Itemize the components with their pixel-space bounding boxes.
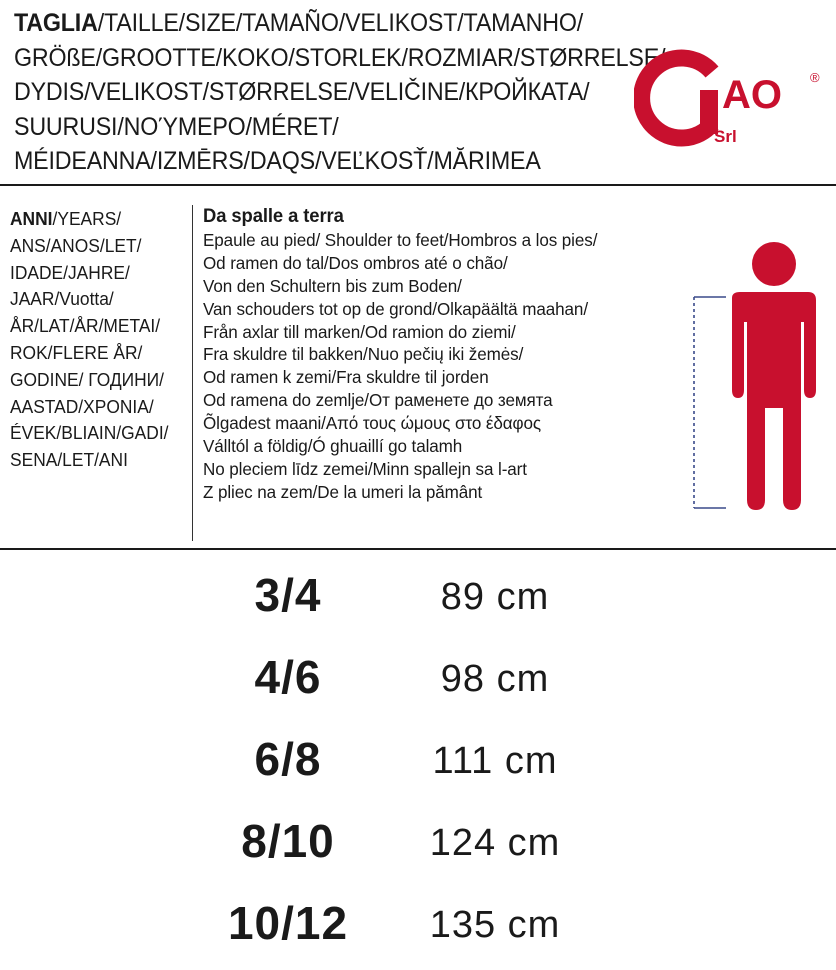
measure-line: Van schouders tot op de grond/Olkapäältä maahan/: [203, 298, 588, 319]
table-row: [0, 724, 836, 806]
title-line-2: [14, 41, 666, 76]
years-column: [10, 206, 198, 474]
top-divider: [0, 184, 836, 186]
measure-line: Von den Schultern bis zum Boden/: [203, 275, 462, 296]
years-bold: ANNI: [10, 208, 53, 229]
length-value: 89 cm: [440, 576, 550, 618]
years-line: [10, 206, 198, 233]
title-text: MÉIDEANNA/IZMĒRS/DAQS/VEĽKOSŤ/MĂRIMEA: [14, 147, 541, 175]
measure-line: Od ramen k zemi/Fra skuldre til jorden: [203, 367, 489, 388]
length-value: 135 cm: [429, 904, 561, 946]
years-text: /YEARS/: [52, 208, 122, 229]
title-bold: TAGLIA: [14, 9, 98, 37]
table-row: [0, 642, 836, 724]
ciao-logo-mark: [634, 48, 834, 148]
logo-brand-rest: AO: [722, 73, 782, 117]
years-line: ANS/ANOS/LET/: [10, 234, 142, 256]
measure-line: Från axlar till marken/Od ramion do ziemi/: [203, 321, 516, 342]
size-value: 10/12: [227, 897, 349, 949]
title-line-3: [14, 75, 591, 110]
title-line-5: [14, 144, 591, 179]
ciao-logo: [634, 48, 834, 148]
title-text: GRÖßE/GROOTTE/KOKO/STORLEK/ROZMIAR/STØRRELSE/: [14, 43, 666, 72]
size-value: 3/4: [254, 569, 322, 621]
length-value: 124 cm: [429, 822, 561, 864]
table-row: [0, 560, 836, 642]
human-silhouette-icon: [688, 240, 828, 515]
title-text: /TAILLE/SIZE/TAMAÑO/VELIKOST/TAMANHO/: [97, 9, 584, 37]
shoulder-to-feet-diagram: [688, 240, 828, 515]
logo-srl: Srl: [714, 127, 737, 146]
title-text: SUURUSI/ΝΟΎΜΕΡΟ/MÉRET/: [14, 112, 339, 141]
years-line: SENA/LET/ANI: [10, 449, 128, 471]
measure-line: Õlgadest maani/Από τους ώμους στο έδαφος: [203, 413, 542, 434]
size-value: 6/8: [254, 733, 322, 785]
mid-divider: [0, 548, 836, 550]
measure-line: Epaule au pied/ Shoulder to feet/Hombros a los pies/: [203, 229, 598, 250]
title-line-4: [14, 110, 591, 145]
measure-line: Z pliec na zem/De la umeri la pământ: [203, 481, 483, 502]
title-text: DYDIS/VELIKOST/STØRRELSE/VELIČINE/КРОЙКАТА/: [14, 78, 590, 106]
years-line: AASTAD/ΧΡΟΝΙΑ/: [10, 395, 154, 417]
measure-heading: Da spalle a terra: [203, 206, 344, 227]
length-value: 111 cm: [432, 740, 558, 782]
measure-line: Od ramena do zemlje/От раменете до земята: [203, 390, 553, 411]
measure-line: Fra skuldre til bakken/Nuo pečių iki žemės/: [203, 344, 524, 365]
measure-column: [203, 206, 727, 504]
length-value: 98 cm: [440, 658, 550, 700]
years-line: GODINE/ ГОДИНИ/: [10, 368, 165, 390]
years-line: ÅR/LAT/ÅR/METAI/: [10, 315, 161, 337]
logo-registered: ®: [810, 70, 820, 85]
column-separator: [192, 205, 193, 541]
title-line-1: [14, 6, 591, 41]
size-value: 8/10: [241, 815, 335, 867]
measure-line: No pleciem līdz zemei/Minn spallejn sa l-art: [203, 458, 527, 479]
measure-line: Válltól a földig/Ó ghuaillí go talamh: [203, 436, 463, 457]
years-line: JAAR/Vuotta/: [10, 288, 114, 310]
years-line: ÉVEK/BLIAIN/GADI/: [10, 422, 169, 444]
size-value: 4/6: [254, 651, 322, 703]
years-line: ROK/FLERE ÅR/: [10, 341, 143, 363]
measure-line: Od ramen do tal/Dos ombros até o chão/: [203, 252, 508, 273]
size-title-block: [14, 6, 666, 179]
years-line: IDADE/JAHRE/: [10, 261, 130, 283]
measure-marker: [694, 297, 726, 508]
silhouette-body: [732, 242, 816, 510]
table-row: [0, 888, 836, 970]
table-row: [0, 806, 836, 888]
